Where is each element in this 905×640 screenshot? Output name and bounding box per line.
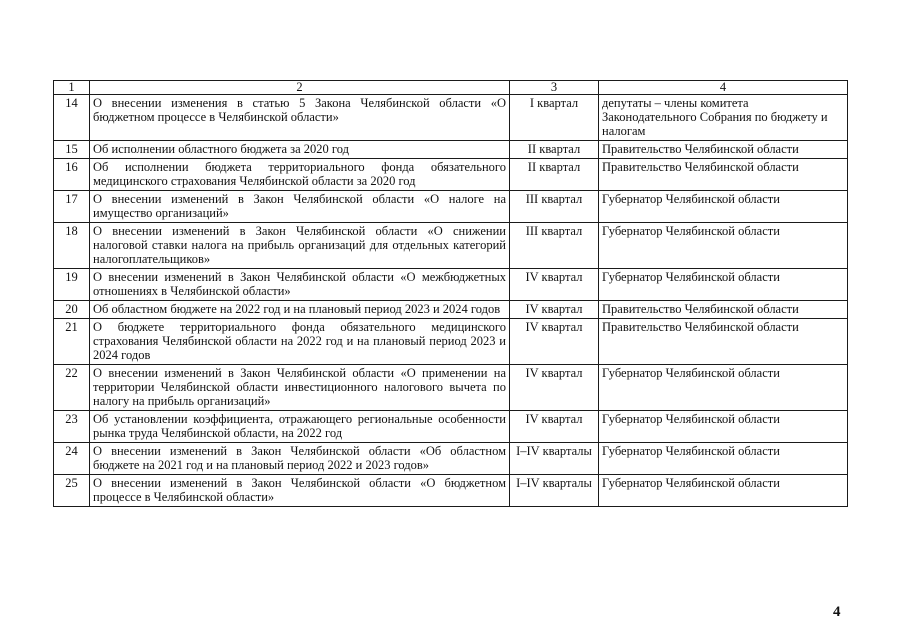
column-header: 3 xyxy=(510,81,599,95)
bill-title: Об областном бюджете на 2022 год и на плановый период 2023 и 2024 годов xyxy=(90,301,510,319)
row-number: 24 xyxy=(54,443,90,475)
bill-title: О внесении изменений в Закон Челябинской области «О снижении налоговой ставки налога на прибыль организаций для отдельных категорий налогоплательщиков» xyxy=(90,223,510,269)
row-number: 17 xyxy=(54,191,90,223)
submission-period: II квартал xyxy=(510,159,599,191)
table-row xyxy=(54,141,848,159)
responsible-party: депутаты – члены комитета Законодательного Собрания по бюджету и налогам xyxy=(599,95,848,141)
submission-period: II квартал xyxy=(510,141,599,159)
bill-title: Об установлении коэффициента, отражающего региональные особенности рынка труда Челябинской области, на 2022 год xyxy=(90,411,510,443)
row-number: 23 xyxy=(54,411,90,443)
submission-period: IV квартал xyxy=(510,319,599,365)
bill-title: О внесении изменения в статью 5 Закона Челябинской области «О бюджетном процессе в Челябинской области» xyxy=(90,95,510,141)
row-number: 20 xyxy=(54,301,90,319)
submission-period: IV квартал xyxy=(510,411,599,443)
table-row xyxy=(54,411,848,443)
responsible-party: Губернатор Челябинской области xyxy=(599,269,848,301)
table-row xyxy=(54,301,848,319)
responsible-party: Губернатор Челябинской области xyxy=(599,223,848,269)
table-header-row xyxy=(54,81,848,95)
page-number: 4 xyxy=(833,604,841,620)
legislative-plan-table xyxy=(53,80,848,507)
submission-period: I–IV кварталы xyxy=(510,475,599,507)
row-number: 19 xyxy=(54,269,90,301)
table-row xyxy=(54,95,848,141)
bill-title: О внесении изменений в Закон Челябинской области «Об областном бюджете на 2021 год и на плановый период 2022 и 2023 годов» xyxy=(90,443,510,475)
bill-title: О внесении изменений в Закон Челябинской области «О межбюджетных отношениях в Челябинской области» xyxy=(90,269,510,301)
responsible-party: Правительство Челябинской области xyxy=(599,319,848,365)
submission-period: IV квартал xyxy=(510,301,599,319)
row-number: 18 xyxy=(54,223,90,269)
column-header: 2 xyxy=(90,81,510,95)
submission-period: IV квартал xyxy=(510,269,599,301)
submission-period: IV квартал xyxy=(510,365,599,411)
row-number: 25 xyxy=(54,475,90,507)
table-row xyxy=(54,319,848,365)
bill-title: О внесении изменений в Закон Челябинской области «О налоге на имущество организаций» xyxy=(90,191,510,223)
bill-title: О бюджете территориального фонда обязательного медицинского страхования Челябинской области на 2022 год и на плановый период 2023 и 2024 годов xyxy=(90,319,510,365)
responsible-party: Губернатор Челябинской области xyxy=(599,411,848,443)
bill-title: О внесении изменений в Закон Челябинской области «О бюджетном процессе в Челябинской области» xyxy=(90,475,510,507)
submission-period: III квартал xyxy=(510,191,599,223)
bill-title: Об исполнении областного бюджета за 2020 год xyxy=(90,141,510,159)
bill-title: О внесении изменений в Закон Челябинской области «О применении на территории Челябинской области инвестиционного налогового вычета по налогу на прибыль организаций» xyxy=(90,365,510,411)
column-header: 1 xyxy=(54,81,90,95)
responsible-party: Правительство Челябинской области xyxy=(599,301,848,319)
table-row xyxy=(54,269,848,301)
responsible-party: Губернатор Челябинской области xyxy=(599,475,848,507)
bill-title: Об исполнении бюджета территориального фонда обязательного медицинского страхования Челябинской области за 2020 год xyxy=(90,159,510,191)
submission-period: III квартал xyxy=(510,223,599,269)
table-row xyxy=(54,365,848,411)
table-row xyxy=(54,159,848,191)
row-number: 15 xyxy=(54,141,90,159)
responsible-party: Правительство Челябинской области xyxy=(599,141,848,159)
responsible-party: Губернатор Челябинской области xyxy=(599,443,848,475)
responsible-party: Губернатор Челябинской области xyxy=(599,191,848,223)
column-header: 4 xyxy=(599,81,848,95)
table-row xyxy=(54,443,848,475)
row-number: 14 xyxy=(54,95,90,141)
responsible-party: Губернатор Челябинской области xyxy=(599,365,848,411)
submission-period: I–IV кварталы xyxy=(510,443,599,475)
row-number: 21 xyxy=(54,319,90,365)
table-row xyxy=(54,475,848,507)
submission-period: I квартал xyxy=(510,95,599,141)
table-row xyxy=(54,191,848,223)
row-number: 22 xyxy=(54,365,90,411)
responsible-party: Правительство Челябинской области xyxy=(599,159,848,191)
row-number: 16 xyxy=(54,159,90,191)
table-row xyxy=(54,223,848,269)
